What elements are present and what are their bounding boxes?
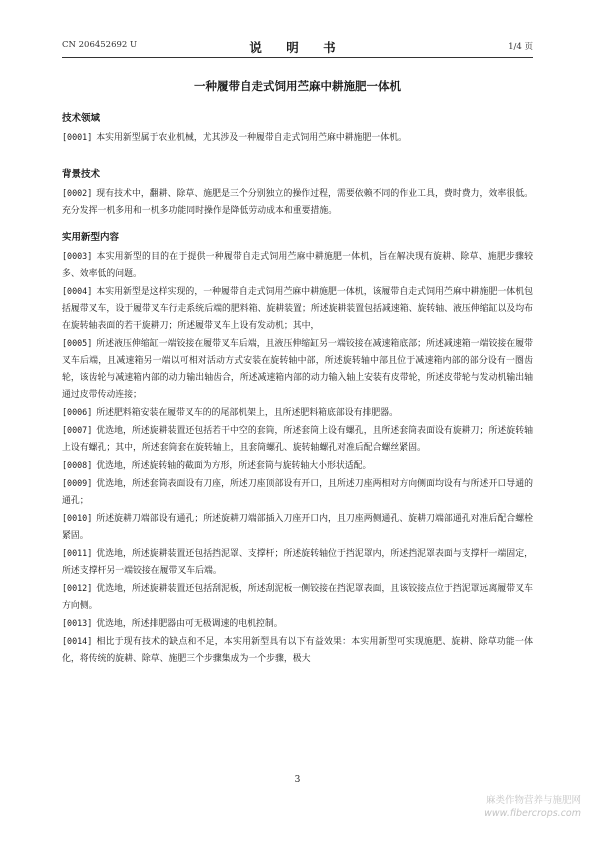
paragraph bbox=[62, 615, 533, 633]
page-count: 1/4 页 bbox=[508, 42, 533, 52]
section-heading: 实用新型内容 bbox=[62, 232, 120, 243]
document-body bbox=[62, 112, 533, 668]
paragraph-text: 现有技术中，翻耕、除草、施肥是三个分别独立的操作过程，需要依赖不同的作业工具，费时费力，效率很低。充分发挥一机多用和一机多功能同时操作是降低劳动成本和重要措施。 bbox=[62, 189, 533, 216]
section-spacer bbox=[62, 220, 533, 231]
paragraph bbox=[62, 185, 533, 220]
watermark bbox=[484, 794, 581, 820]
paragraph-number: [0014] bbox=[62, 636, 93, 646]
paragraph bbox=[62, 475, 533, 510]
paragraph-text: 本实用新型的目的在于提供一种履带自走式饲用苎麻中耕施肥一体机，旨在解决现有旋耕、除草、施肥步骤较多、效率低的问题。 bbox=[62, 252, 533, 279]
paragraph-text: 优选地，所述套筒表面设有刀座，所述刀座顶部设有开口，且所述刀座两相对方向侧面均设有与所述开口导通的通孔； bbox=[62, 479, 533, 506]
paragraph bbox=[62, 580, 533, 615]
section-spacer bbox=[62, 147, 533, 168]
paragraph-text: 优选地，所述旋转轴的截面为方形，所述套筒与旋转轴大小形状适配。 bbox=[96, 461, 372, 471]
paragraph-text: 所述液压伸缩缸一端铰接在履带叉车后端，且液压伸缩缸另一端铰接在减速箱底部；所述减速箱一端铰接在履带叉车后端，且减速箱另一端以可相对活动方式安装在旋转轴中部，所述旋转轴中部且位于减速箱内部的部分设有一圈齿轮，该齿轮与减速箱内部的动力输出轴齿合，所述减速箱内部的动力输入轴上安装有皮带轮，所述皮带轮与发动机输出轴通过皮带传动连接； bbox=[62, 339, 533, 400]
watermark-url: www.fibercrops.com bbox=[484, 808, 581, 819]
section-content bbox=[62, 231, 533, 668]
paragraph-number: [0008] bbox=[62, 460, 93, 470]
paragraph-text: 优选地，所述旋耕装置还包括刮泥板，所述刮泥板一侧铰接在挡泥罩表面，且该铰接点位于挡泥罩远离履带叉车方向侧。 bbox=[62, 584, 533, 611]
paragraph-number: [0004] bbox=[62, 286, 93, 296]
paragraph bbox=[62, 633, 533, 668]
document-type: 说 明 书 bbox=[249, 40, 346, 55]
paragraph bbox=[62, 129, 533, 147]
paragraph-text: 本实用新型属于农业机械，尤其涉及一种履带自走式饲用苎麻中耕施肥一体机。 bbox=[96, 133, 407, 143]
paragraph-number: [0006] bbox=[62, 407, 93, 417]
page-header bbox=[62, 38, 533, 54]
paragraph bbox=[62, 248, 533, 283]
paragraph bbox=[62, 510, 533, 545]
paragraph-text: 优选地，所述旋耕装置还包括若干中空的套筒，所述套筒上设有螺孔，且所述套筒表面设有旋耕刀；所述旋转轴上设有螺孔；其中，所述套筒套在旋转轴上，且套筒螺孔、旋转轴螺孔对准后配合螺丝紧固。 bbox=[62, 426, 533, 453]
section-heading: 技术领域 bbox=[62, 113, 101, 124]
paragraph-text: 所述肥料箱安装在履带叉车的的尾部机架上，且所述肥料箱底部设有排肥器。 bbox=[96, 408, 399, 418]
paragraph-text: 所述旋耕刀端部设有通孔；所述旋耕刀端部插入刀座开口内，且刀座两侧通孔、旋耕刀端部通孔对准后配合螺栓紧固。 bbox=[62, 514, 533, 541]
paragraph bbox=[62, 404, 533, 422]
section-heading: 背景技术 bbox=[62, 169, 101, 180]
paragraph bbox=[62, 283, 533, 335]
paragraph-text: 相比于现有技术的缺点和不足，本实用新型具有以下有益效果：本实用新型可实现施肥、旋耕、除草功能一体化，将传统的旋耕、除草、施肥三个步骤集成为一个步骤，极大 bbox=[62, 637, 533, 664]
document-title: 一种履带自走式饲用苎麻中耕施肥一体机 bbox=[194, 79, 401, 93]
paragraph-number: [0007] bbox=[62, 425, 93, 435]
paragraph-text: 本实用新型是这样实现的，一种履带自走式饲用苎麻中耕施肥一体机，该履带自走式饲用苎麻中耕施肥一体机包括履带叉车，设于履带叉车行走系统后端的肥料箱、旋耕装置；所述旋耕装置包括减速箱、旋转轴、液压伸缩缸以及均布在旋转轴表面的若干旋耕刀；所述履带叉车上设有发动机；其中， bbox=[62, 287, 533, 331]
paragraph-number: [0002] bbox=[62, 188, 93, 198]
watermark-site-name: 麻类作物营养与施肥网 bbox=[485, 795, 581, 806]
patent-number: CN 206452692 U bbox=[62, 40, 138, 50]
paragraph-number: [0003] bbox=[62, 251, 93, 261]
paragraph bbox=[62, 335, 533, 404]
paragraph-text: 优选地，所述排肥器由可无极调速的电机控制。 bbox=[96, 619, 283, 629]
paragraph bbox=[62, 545, 533, 580]
paragraph-number: [0001] bbox=[62, 132, 93, 142]
page-number: 3 bbox=[294, 775, 301, 785]
paragraph-number: [0013] bbox=[62, 618, 93, 628]
paragraph bbox=[62, 457, 533, 475]
paragraph-text: 优选地，所述旋耕装置还包括挡泥罩、支撑杆；所述旋转轴位于挡泥罩内，所述挡泥罩表面与支撑杆一端固定，所述支撑杆另一端铰接在履带叉车后端。 bbox=[62, 549, 533, 576]
paragraph-number: [0011] bbox=[62, 548, 93, 558]
paragraph-number: [0012] bbox=[62, 583, 93, 593]
paragraph-number: [0005] bbox=[62, 338, 93, 348]
section-background bbox=[62, 168, 533, 220]
section-technical-field bbox=[62, 112, 533, 147]
paragraph bbox=[62, 422, 533, 457]
paragraph-number: [0009] bbox=[62, 478, 93, 488]
header-divider bbox=[62, 57, 533, 58]
paragraph-number: [0010] bbox=[62, 513, 93, 523]
